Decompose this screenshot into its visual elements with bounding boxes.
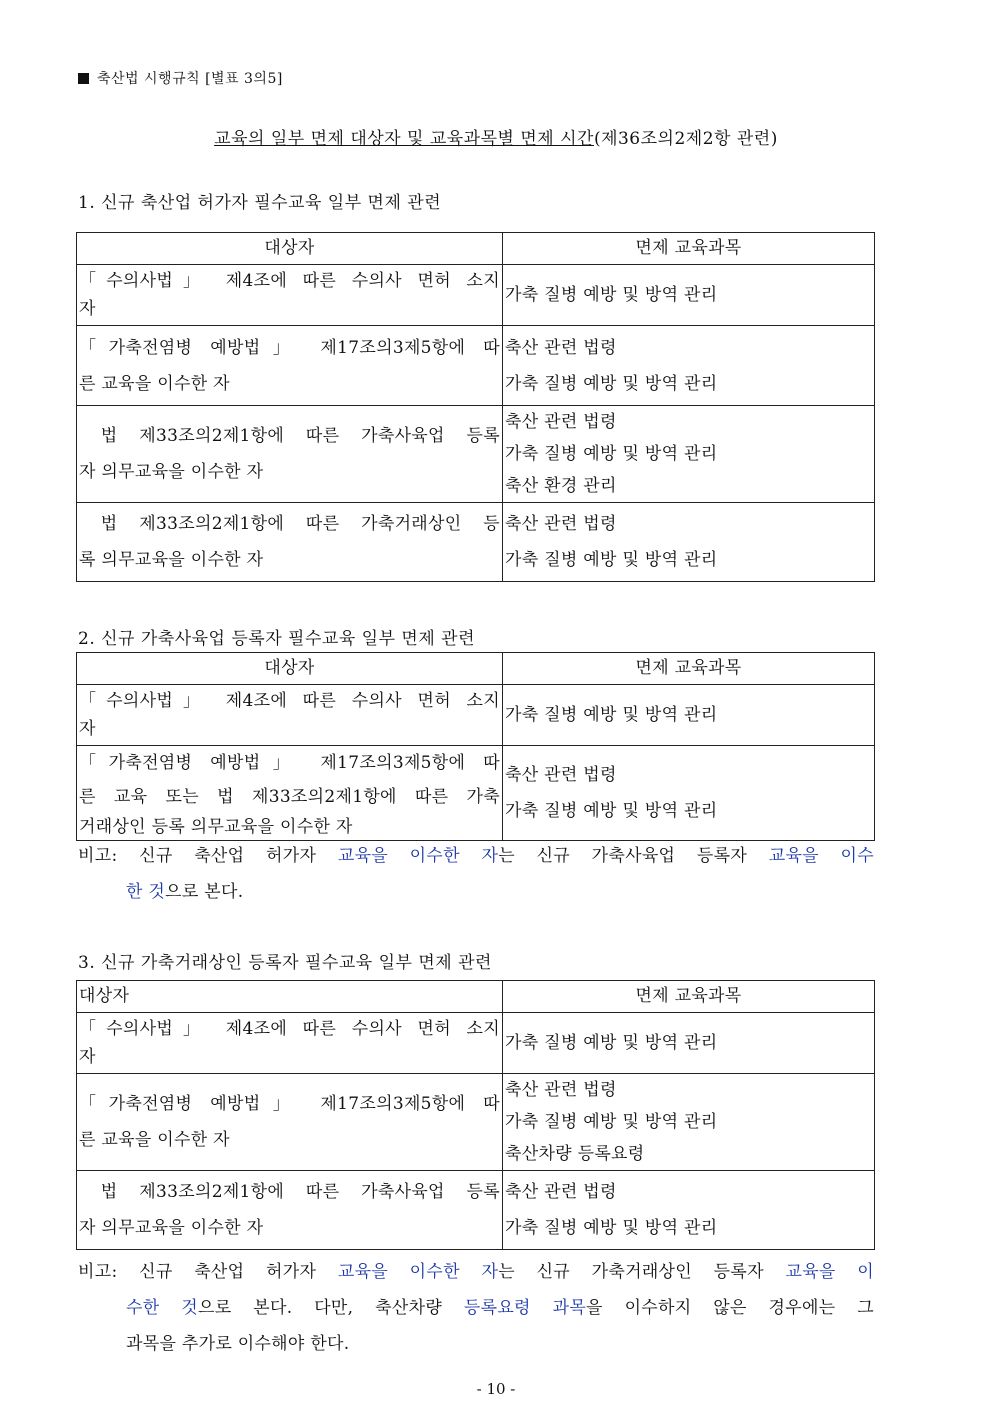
column-header-target: 대상자	[77, 233, 503, 265]
table-row	[77, 326, 875, 406]
target-line: 법 제33조의2제1항에 따른 가축사육업 등록	[79, 1182, 500, 1202]
subject-line: 가축 질병 예방 및 방역 관리	[505, 444, 718, 464]
page-number: - 10 -	[476, 1380, 516, 1398]
table-row	[77, 1171, 875, 1250]
table-header-row	[77, 981, 875, 1013]
target-line: 른 교육 또는 법 제33조의2제1항에 따른 가축	[79, 787, 500, 807]
subject-line: 축산 환경 관리	[505, 476, 617, 496]
target-line: 른 교육을 이수한 자	[79, 1130, 230, 1150]
document-header: 축산법 시행규칙 [별표 3의5]	[78, 68, 283, 88]
table-row	[77, 746, 875, 841]
table-row	[77, 1074, 875, 1171]
subject-line: 축산 관련 법령	[505, 1080, 617, 1100]
table-row	[77, 503, 875, 582]
section-1-table	[76, 232, 875, 582]
table-row	[77, 406, 875, 503]
section-2-table	[76, 652, 875, 841]
section-3-note: 비고: 신규 축산업 허가자 교육을 이수한 자는 신규 가축거래상인 등록자 교육을 이 수한 것으로 본다. 다만, 축산차량 등록요령 과목을 이수하지 않은 경우에는 그 과목을 추가로 이수해야 한다.	[78, 1262, 875, 1354]
subject-line: 가축 질병 예방 및 방역 관리	[505, 1112, 718, 1132]
target-line: 록 의무교육을 이수한 자	[79, 550, 264, 570]
table-row	[77, 685, 875, 746]
column-header-subjects: 면제 교육과목	[503, 233, 875, 265]
target-line: 법 제33조의2제1항에 따른 가축거래상인 등	[79, 514, 500, 534]
target-line: 자	[79, 719, 96, 739]
subject-line: 축산 관련 법령	[505, 765, 617, 785]
table-row	[77, 265, 875, 326]
section-1-heading: 1. 신규 축산업 허가자 필수교육 일부 면제 관련	[78, 193, 442, 213]
target-line: 「가축전염병 예방법」 제17조의3제5항에 따	[79, 1094, 500, 1114]
target-line: 「수의사법」 제4조에 따른 수의사 면허 소지	[79, 1019, 500, 1039]
subject-line: 축산 관련 법령	[505, 1182, 617, 1202]
target-line: 거래상인 등록 의무교육을 이수한 자	[79, 817, 353, 837]
subject-line: 축산 관련 법령	[505, 337, 617, 358]
table-header-row	[77, 233, 875, 265]
table-row	[77, 1013, 875, 1074]
target-line: 자 의무교육을 이수한 자	[79, 1218, 264, 1238]
square-bullet-icon	[78, 73, 89, 84]
subject-line: 축산차량 등록요령	[505, 1144, 645, 1164]
target-line: 자	[79, 1047, 96, 1067]
subject-line: 가축 질병 예방 및 방역 관리	[505, 801, 718, 821]
target-line: 른 교육을 이수한 자	[79, 373, 230, 394]
section-2-heading: 2. 신규 가축사육업 등록자 필수교육 일부 면제 관련	[78, 629, 475, 649]
subject-line: 가축 질병 예방 및 방역 관리	[505, 705, 718, 725]
subject-line: 가축 질병 예방 및 방역 관리	[505, 373, 718, 394]
subject-line: 축산 관련 법령	[505, 412, 617, 432]
column-header-subjects: 면제 교육과목	[503, 653, 875, 685]
subject-line: 가축 질병 예방 및 방역 관리	[505, 1033, 718, 1053]
subject-line: 가축 질병 예방 및 방역 관리	[505, 550, 718, 570]
target-line: 자	[79, 299, 96, 319]
target-line: 「가축전염병 예방법」 제17조의3제5항에 따	[79, 337, 500, 358]
target-line: 「수의사법」 제4조에 따른 수의사 면허 소지	[79, 691, 500, 711]
target-line: 「수의사법」 제4조에 따른 수의사 면허 소지	[79, 271, 500, 291]
section-2-note: 비고: 신규 축산업 허가자 교육을 이수한 자는 신규 가축사육업 등록자 교육을 이수 한 것으로 본다.	[78, 846, 874, 902]
subject-line: 축산 관련 법령	[505, 514, 617, 534]
target-line: 법 제33조의2제1항에 따른 가축사육업 등록	[79, 426, 500, 446]
section-3-table	[76, 980, 875, 1250]
table-header-row	[77, 653, 875, 685]
column-header-subjects: 면제 교육과목	[503, 981, 875, 1013]
target-line: 「가축전염병 예방법」 제17조의3제5항에 따	[79, 753, 500, 773]
subject-line: 가축 질병 예방 및 방역 관리	[505, 1218, 718, 1238]
target-line: 자 의무교육을 이수한 자	[79, 462, 264, 482]
subject-line: 가축 질병 예방 및 방역 관리	[505, 285, 718, 305]
column-header-target: 대상자	[77, 981, 503, 1013]
section-3-heading: 3. 신규 가축거래상인 등록자 필수교육 일부 면제 관련	[78, 953, 492, 973]
column-header-target: 대상자	[77, 653, 503, 685]
page-title: 교육의 일부 면제 대상자 및 교육과목별 면제 시간(제36조의2제2항 관련)	[214, 129, 778, 149]
